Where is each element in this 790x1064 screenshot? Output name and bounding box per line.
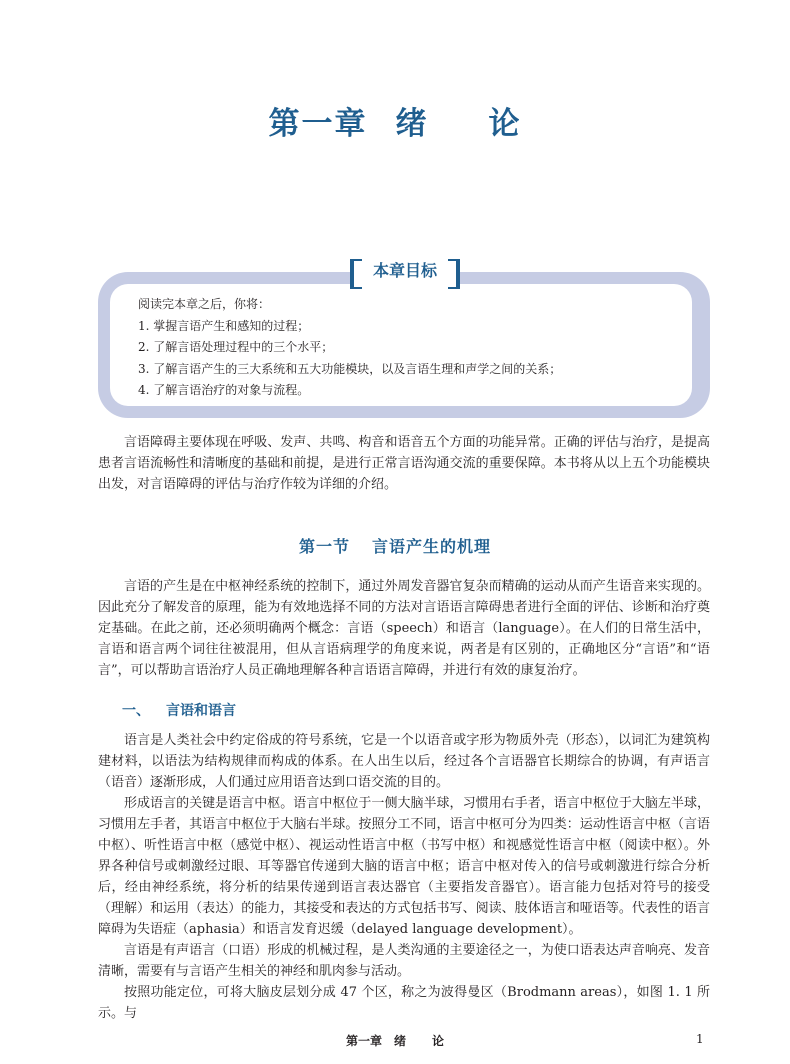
subsection-heading (122, 700, 236, 720)
goal-item: 4. 了解言语治疗的对象与流程。 (138, 383, 310, 397)
subsection-text (98, 730, 710, 1024)
right-bracket-icon (448, 259, 460, 289)
subsection-number: 一、 (122, 703, 150, 719)
intro-text (98, 432, 710, 495)
chapter-title (0, 98, 790, 143)
chapter-number: 第一章 (268, 106, 368, 142)
subsection-paragraph: 形成语言的关键是语言中枢。语言中枢位于一侧大脑半球，习惯用右手者，语言中枢位于大脑左半球，习惯用左手者，其语言中枢位于大脑右半球。按照分工不同，语言中枢可分为四类：运动性语言中枢（言语中枢）、听性语言中枢（感觉中枢）、视运动性语言中枢（书写中枢）和视感觉性语言中枢（阅读中枢）。外界各种信号或刺激经过眼、耳等器官传递到大脑的语言中枢；语言中枢对传入的信号或刺激进行综合分析后，经由神经系统，将分析的结果传递到语言表达器官（主要指发音器官）。语言能力包括对符号的接受（理解）和运用（表达）的能力，其接受和表达的方式包括书写、阅读、肢体语言和哑语等。代表性的语言障碍为失语症（aphasia）和语言发育迟缓（delayed language development）。 (98, 796, 710, 937)
footer-running-title (0, 1032, 790, 1049)
chapter-goals-intro: 阅读完本章之后，你将： (138, 297, 271, 311)
goal-item: 3. 了解言语产生的三大系统和五大功能模块，以及言语生理和声学之间的关系； (138, 361, 562, 376)
goal-item: 1. 掌握言语产生和感知的过程； (138, 318, 310, 333)
chapter-goals-list (138, 294, 688, 402)
section-number: 第一节 (298, 537, 350, 556)
section-heading (0, 534, 790, 557)
goal-item: 2. 了解言语处理过程中的三个水平； (138, 340, 334, 354)
section-text (98, 576, 710, 681)
page-number: 1 (696, 1032, 704, 1046)
footer-chapter: 第一章 (345, 1034, 382, 1048)
subsection-paragraph: 按照功能定位，可将大脑皮层划分成 47 个区，称之为波得曼区（Brodmann areas），如图 1. 1 所示。与 (98, 985, 710, 1021)
subsection-paragraph: 语言是人类社会中约定俗成的符号系统，它是一个以语音或字形为物质外壳（形态），以词汇为建筑构建材料，以语法为结构规律而构成的体系。在人出生以后，经过各个言语器官长期综合的协调，有声语言（语音）逐渐形成，人们通过应用语音达到口语交流的目的。 (98, 733, 710, 790)
footer-title-part2: 论 (432, 1034, 445, 1048)
intro-paragraph: 言语障碍主要体现在呼吸、发声、共鸣、构音和语音五个方面的功能异常。正确的评估与治疗，是提高患者言语流畅性和清晰度的基础和前提，是进行正常言语沟通交流的重要保障。本书将从以上五个功能模块出发，对言语障碍的评估与治疗作较为详细的介绍。 (98, 435, 710, 492)
section-title: 言语产生的机理 (372, 537, 492, 556)
chapter-title-part1: 绪 (395, 106, 429, 142)
subsection-paragraph: 言语是有声语言（口语）形成的机械过程，是人类沟通的主要途径之一，为使口语表达声音响亮、发音清晰，需要有与言语产生相关的神经和肌肉参与活动。 (98, 943, 710, 979)
subsection-title: 言语和语言 (166, 703, 236, 719)
chapter-goals-label: 本章目标 (372, 261, 437, 280)
chapter-title-part2: 论 (488, 106, 522, 142)
section-paragraph: 言语的产生是在中枢神经系统的控制下，通过外周发音器官复杂而精确的运动从而产生语音来实现的。因此充分了解发音的原理，能为有效地选择不同的方法对言语语言障碍患者进行全面的评估、诊断和治疗奠定基础。在此之前，还必须明确两个概念：言语（speech）和语言（language）。在人们的日常生活中，言语和语言两个词往往被混用，但从言语病理学的角度来说，两者是有区别的，正确地区分“言语”和“语言”，可以帮助言语治疗人员正确地理解各种言语语言障碍，并进行有效的康复治疗。 (98, 579, 710, 678)
footer-title-part1: 绪 (393, 1034, 406, 1048)
